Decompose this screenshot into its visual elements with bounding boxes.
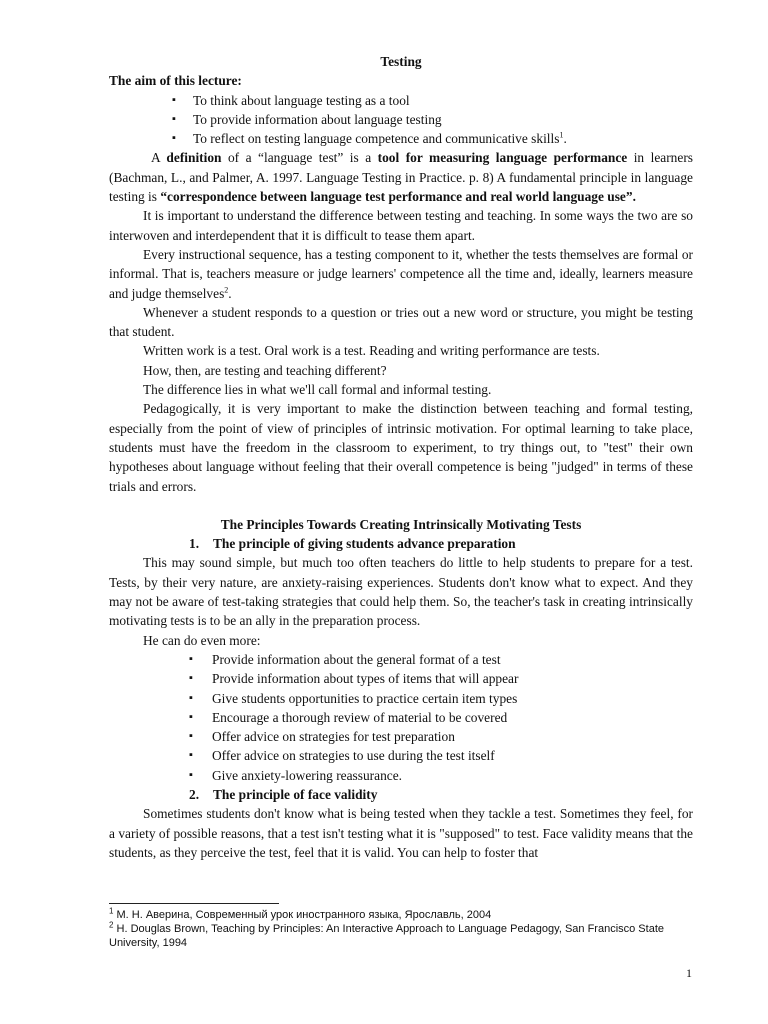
paragraph: It is important to understand the difference between testing and teaching. In some ways the two are so interwoven and interdependent that it is difficult to tease them apart. xyxy=(109,208,693,243)
page-title: Testing xyxy=(380,54,422,69)
preparation-list xyxy=(109,650,693,785)
list-item: ▪ Provide information about the general format of a test xyxy=(109,650,693,669)
document-page xyxy=(109,52,693,862)
section-heading: The Principles Towards Creating Intrinsically Motivating Tests xyxy=(220,516,582,532)
paragraph: This may sound simple, but much too often teachers do little to help students to prepare for a test. Tests, by their very nature, are anxiety-raising experiences. Students don't know what to expect. And they may not be aware of test-taking strategies that could help them. So, the teacher's task in creating intrinsically motivating tests is to be an ally in the preparation process. xyxy=(109,555,693,629)
list-item: ▪ Give students opportunities to practice certain item types xyxy=(109,689,693,708)
list-item: ▪ To reflect on testing language competence and communicative skills$^1$. xyxy=(109,129,693,148)
page-number: 1 xyxy=(686,966,692,980)
footnotes xyxy=(109,908,693,950)
paragraph: Every instructional sequence, has a testing component to it, whether the tests themselves are formal or informal. That is, teachers measure or judge learners' competence all the time and, ideally, learners measure and judge themselves$^2$. xyxy=(109,246,693,301)
footnote-ref: 1 xyxy=(559,130,564,140)
list-item: ▪ Encourage a thorough review of material to be covered xyxy=(109,708,693,727)
footnote-ref: 2 xyxy=(224,285,229,295)
aim-heading: The aim of this lecture: xyxy=(109,73,242,89)
footnote: $^1$ М. Н. Аверина, Современный урок иностранного языка, Ярославль, 2004 xyxy=(109,906,492,921)
paragraph: Pedagogically, it is very important to make the distinction between teaching and formal testing, especially from the point of view of principles of intrinsic motivation. For optimal learning to take place, students must have the freedom in the classroom to experiment, to try things out, to "test" their own hypotheses about language without feeling that their overall competence is being "judged" in terms of these trials and errors. xyxy=(109,401,693,494)
list-item: ▪ Offer advice on strategies to use during the test itself xyxy=(109,746,693,765)
list-item: ▪ Give anxiety-lowering reassurance. xyxy=(109,766,693,785)
paragraph: The difference lies in what we'll call formal and informal testing. xyxy=(143,382,492,398)
list-item: ▪ To provide information about language testing xyxy=(109,110,693,129)
paragraph: He can do even more: xyxy=(143,632,261,648)
aim-list xyxy=(109,91,693,149)
paragraph: How, then, are testing and teaching different? xyxy=(143,362,387,378)
principle-heading: 2. The principle of face validity xyxy=(189,786,378,802)
definition-paragraph: A definition of a “language test” is a tool for measuring language performance in learners (Bachman, L., and Palmer, A. 1997. Language Testing in Practice. p. 8) A fundamental principle in language testing is “correspondence between language test performance and real world language use”. xyxy=(109,150,693,205)
list-item: ▪ To think about language testing as a tool xyxy=(109,91,693,110)
paragraph: Whenever a student responds to a question or tries out a new word or structure, you might be testing that student. xyxy=(109,304,693,340)
footnote: $^2$ H. Douglas Brown, Teaching by Principles: An Interactive Approach to Language Pedagogy, San Francisco State University, 1994 xyxy=(109,920,664,949)
paragraph: Sometimes students don't know what is being tested when they tackle a test. Sometimes they feel, for a variety of possible reasons, that a test isn't testing what it is "supposed" to test. Face validity means that the students, as they perceive the test, feel that it is valid. You can help to foster that xyxy=(109,806,693,860)
paragraph: Written work is a test. Oral work is a test. Reading and writing performance are tests. xyxy=(143,343,600,359)
list-item: ▪ Offer advice on strategies for test preparation xyxy=(109,727,693,746)
footnote-divider xyxy=(109,903,279,904)
principle-heading: 1. The principle of giving students advance preparation xyxy=(189,536,516,552)
list-item: ▪ Provide information about types of items that will appear xyxy=(109,669,693,688)
